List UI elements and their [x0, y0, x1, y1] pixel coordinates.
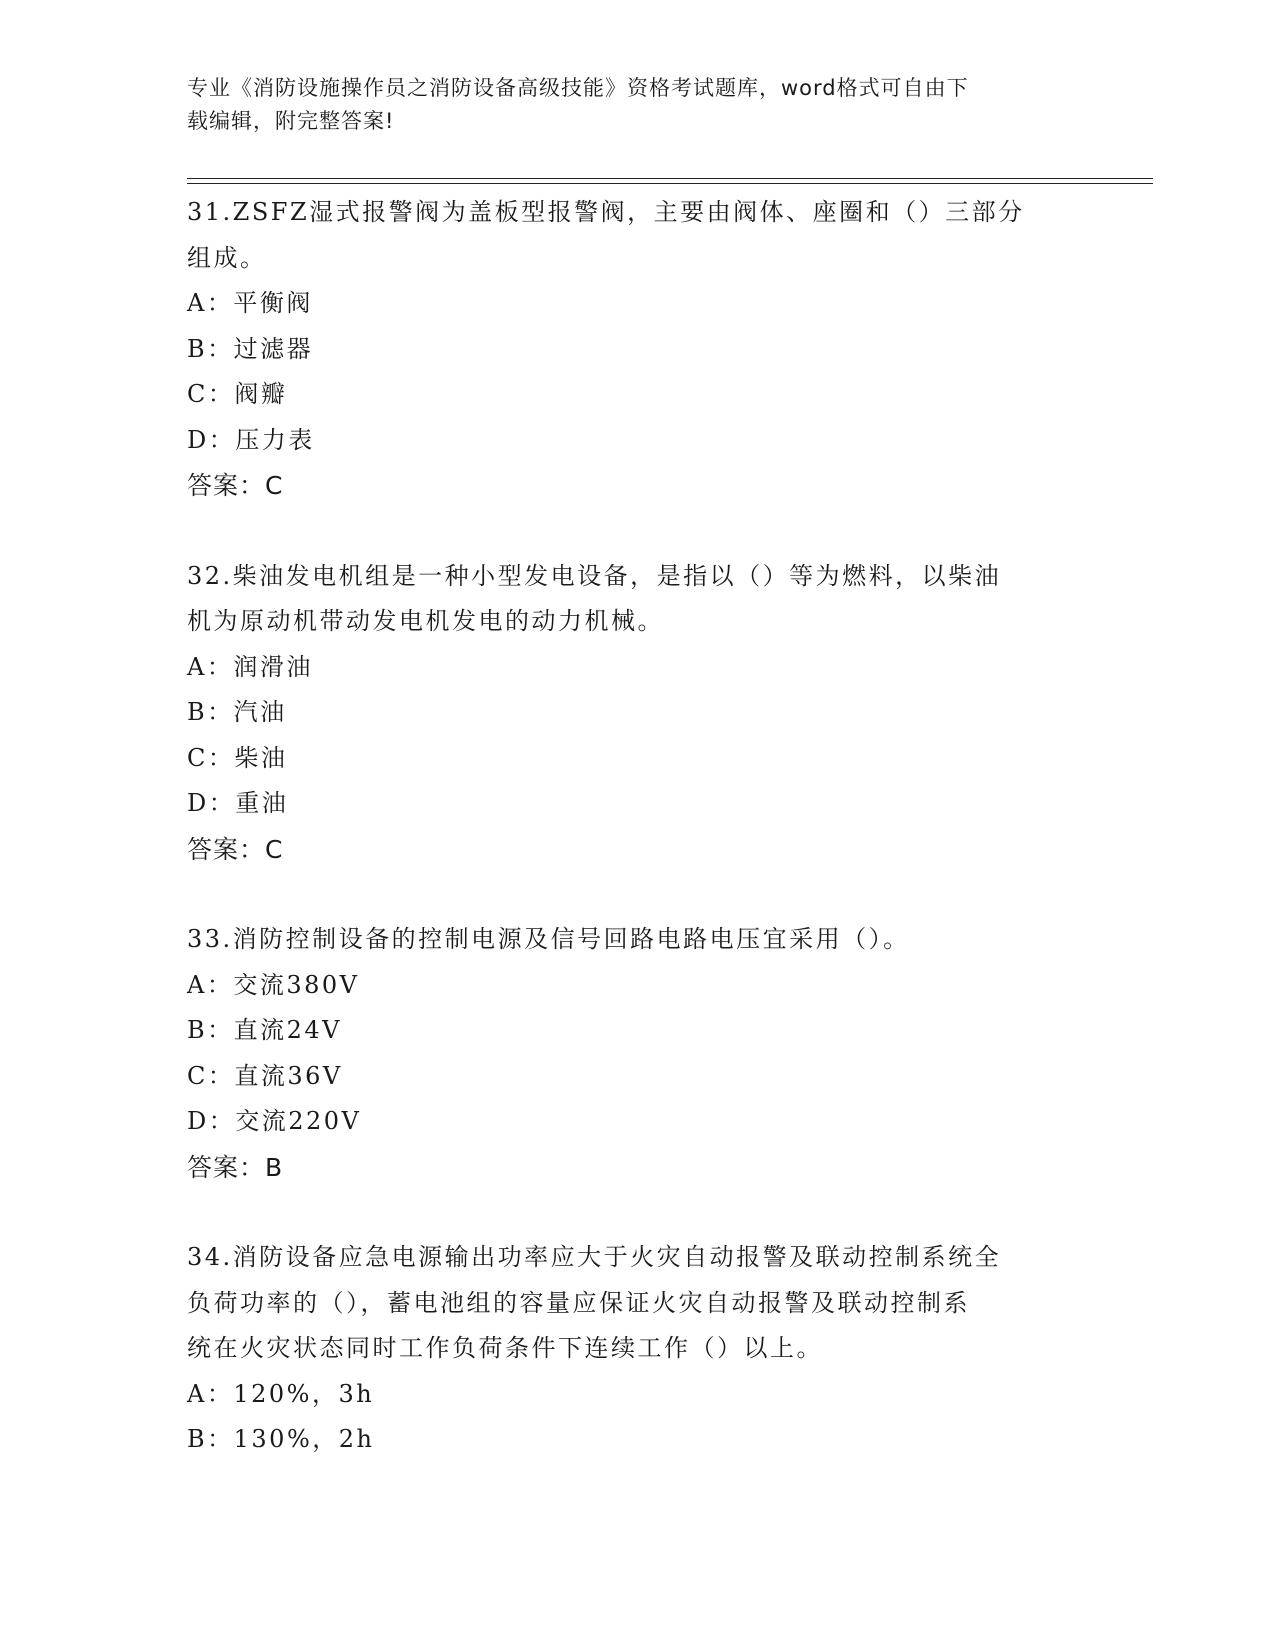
answer-line: 答案：C: [187, 834, 284, 864]
option-a: A：润滑油: [187, 652, 313, 681]
question-stem-line: 组成。: [187, 243, 267, 272]
header-line-1: 专业《消防设施操作员之消防设备高级技能》资格考试题库，word格式可自由下: [187, 76, 969, 100]
question-31: [187, 190, 1087, 509]
option-a: A：120%，3h: [187, 1379, 375, 1408]
question-list: [187, 190, 1087, 1508]
option-a: A：平衡阀: [187, 289, 313, 317]
option-b: B：过滤器: [187, 334, 314, 363]
option-c: C：直流36V: [187, 1061, 343, 1090]
question-stem-line: 统在火灾状态同时工作负荷条件下连续工作（）以上。: [187, 1334, 823, 1362]
document-header: [187, 72, 1067, 138]
header-divider-top: [187, 178, 1153, 179]
question-33: [187, 917, 1087, 1190]
option-d: D：重油: [187, 789, 289, 817]
option-b: B：130%，2h: [187, 1425, 375, 1453]
question-stem-line: 33.消防控制设备的控制电源及信号回路电路电压宜采用（）。: [187, 925, 910, 953]
question-34: [187, 1235, 1087, 1463]
question-stem-line: 机为原动机带动发电机发电的动力机械。: [187, 607, 664, 635]
option-a: A：交流380V: [187, 970, 360, 999]
option-b: B：直流24V: [187, 1016, 343, 1044]
question-stem-line: 34.消防设备应急电源输出功率应大于火灾自动报警及联动控制系统全: [187, 1243, 1002, 1271]
answer-line: 答案：C: [187, 471, 284, 500]
question-stem-line: 负荷功率的（），蓄电池组的容量应保证火灾自动报警及联动控制系: [187, 1288, 970, 1317]
option-d: D：压力表: [187, 425, 315, 454]
option-b: B：汽油: [187, 698, 287, 726]
question-stem-line: 32.柴油发电机组是一种小型发电设备，是指以（）等为燃料，以柴油: [187, 561, 1002, 590]
option-d: D：交流220V: [187, 1107, 362, 1135]
answer-line: 答案：B: [187, 1152, 284, 1182]
option-c: C：阀瓣: [187, 380, 288, 408]
question-stem-line: 31.ZSFZ湿式报警阀为盖板型报警阀，主要由阀体、座圈和（）三部分: [187, 198, 1025, 226]
question-32: [187, 554, 1087, 873]
header-line-2: 载编辑，附完整答案!: [187, 109, 395, 133]
header-divider-bottom: [187, 183, 1153, 184]
option-c: C：柴油: [187, 743, 288, 772]
